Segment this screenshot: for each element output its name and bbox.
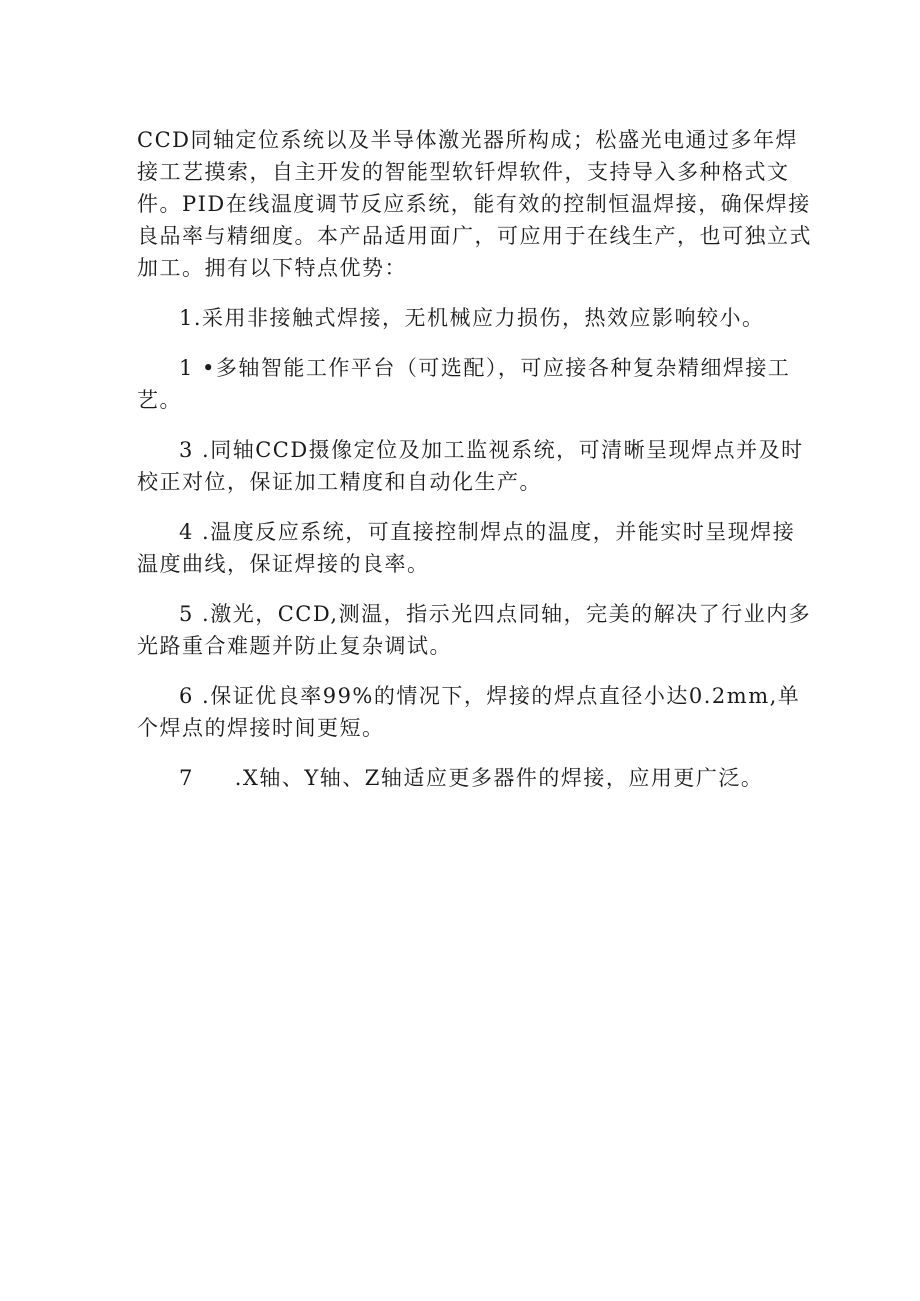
feature-item-3: 3 .同轴CCD摄像定位及加工监视系统，可清晰呈现焊点并及时校正对位，保证加工精度和自动化生产。 bbox=[137, 438, 804, 494]
document-body bbox=[137, 124, 817, 812]
feature-item-4: 4 .温度反应系统，可直接控制焊点的温度，并能实时呈现焊接温度曲线，保证焊接的良率。 bbox=[137, 520, 796, 576]
feature-item-1: 1.采用非接触式焊接，无机械应力损伤，热效应影响较小。 bbox=[179, 306, 765, 330]
feature-item-5: 5 .激光，CCD,测温，指示光四点同轴，完美的解决了行业内多光路重合难题并防止复杂调试。 bbox=[137, 602, 812, 658]
feature-item-2: 1 •多轴智能工作平台（可选配），可应接各种复杂精细焊接工艺。 bbox=[137, 356, 791, 412]
intro-paragraph: CCD同轴定位系统以及半导体激光器所构成；松盛光电通过多年焊接工艺摸索，自主开发的智能型软钎焊软件，支持导入多种格式文件。PID在线温度调节反应系统，能有效的控制恒温焊接，确保焊接良品率与精细度。本产品适用面广，可应用于在线生产，也可独立式加工。拥有以下特点优势： bbox=[137, 128, 812, 280]
feature-item-7: 7 .X轴、Y轴、Z轴适应更多器件的焊接，应用更广泛。 bbox=[179, 766, 764, 790]
feature-item-6: 6 .保证优良率99%的情况下，焊接的焊点直径小达0.2mm,单个焊点的焊接时间更短。 bbox=[137, 684, 801, 740]
